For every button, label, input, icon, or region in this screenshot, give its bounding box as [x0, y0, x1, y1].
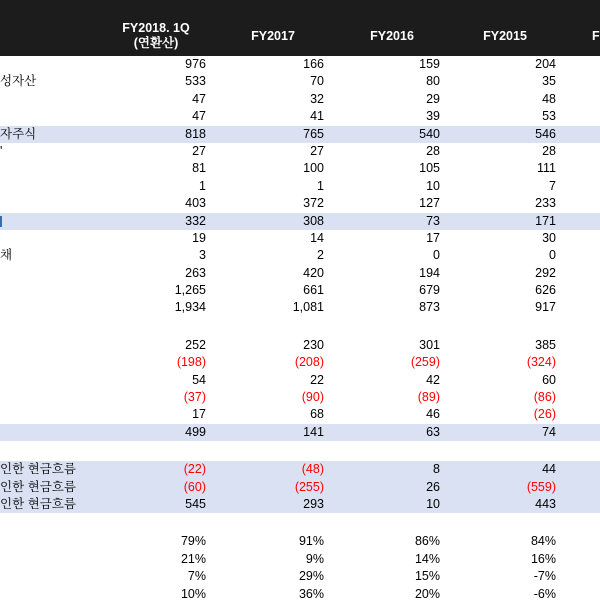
- table-cell[interactable]: 7%: [187, 569, 206, 584]
- table-cell[interactable]: 80: [426, 74, 440, 89]
- table-cell[interactable]: 0: [433, 248, 440, 263]
- table-row: [0, 282, 600, 299]
- table-cell[interactable]: 10%: [180, 586, 206, 601]
- table-cell[interactable]: 171: [535, 213, 556, 228]
- table-row: [0, 441, 600, 461]
- table-cell[interactable]: 39: [426, 109, 440, 124]
- table-cell[interactable]: (208): [294, 355, 324, 370]
- table-cell[interactable]: 3: [199, 248, 206, 263]
- table-cell[interactable]: 79%: [180, 534, 206, 549]
- table-cell[interactable]: 15%: [414, 569, 440, 584]
- table-cell[interactable]: 14: [310, 230, 324, 245]
- table-cell[interactable]: 976: [185, 57, 206, 71]
- table-row: [0, 247, 600, 264]
- table-body: [0, 56, 600, 603]
- table-cell[interactable]: (259): [410, 355, 440, 370]
- table-cell[interactable]: 679: [419, 283, 440, 298]
- row-label[interactable]: 자주식: [0, 126, 37, 141]
- header-col-fy2016[interactable]: FY2016: [370, 29, 414, 43]
- table-cell[interactable]: (324): [526, 355, 556, 370]
- table-cell[interactable]: 301: [419, 337, 440, 352]
- table-cell[interactable]: 141: [303, 424, 324, 439]
- table-cell[interactable]: 68: [310, 407, 324, 422]
- table-cell[interactable]: 533: [185, 74, 206, 89]
- table-cell[interactable]: (48): [301, 462, 324, 477]
- table-row: [0, 496, 600, 513]
- table-cell[interactable]: 105: [419, 161, 440, 176]
- table-cell[interactable]: (255): [294, 479, 324, 494]
- header-col-fy2015[interactable]: FY2015: [483, 29, 527, 43]
- header-col-fy2018-1q[interactable]: [108, 21, 204, 51]
- table-cell[interactable]: 233: [535, 196, 556, 211]
- table-cell[interactable]: 917: [535, 300, 556, 315]
- table-cell[interactable]: 81: [192, 161, 206, 176]
- table-cell[interactable]: 46: [426, 407, 440, 422]
- table-cell[interactable]: 111: [536, 161, 556, 176]
- table-row: [0, 56, 600, 73]
- table-cell[interactable]: 27: [310, 143, 324, 158]
- table-row: [0, 91, 600, 108]
- table-cell[interactable]: 91%: [298, 534, 324, 549]
- table-cell[interactable]: 21%: [180, 551, 206, 566]
- table-row: [0, 389, 600, 406]
- table-cell[interactable]: 47: [192, 91, 206, 106]
- table-cell[interactable]: 41: [310, 109, 324, 124]
- header-col-fy2018-1q-line2: (연환산): [133, 36, 179, 50]
- table-cell[interactable]: 204: [535, 57, 556, 71]
- table-cell[interactable]: 166: [303, 57, 324, 71]
- table-cell[interactable]: -6%: [533, 586, 556, 601]
- table-row: [0, 337, 600, 354]
- table-cell[interactable]: 17: [192, 407, 206, 422]
- table-cell[interactable]: 308: [303, 213, 324, 228]
- table-cell[interactable]: 14%: [414, 551, 440, 566]
- table-cell[interactable]: 28: [542, 143, 556, 158]
- table-cell[interactable]: 1,081: [292, 300, 324, 315]
- table-cell[interactable]: 100: [303, 161, 324, 176]
- table-cell[interactable]: 1,265: [174, 283, 206, 298]
- table-cell[interactable]: 127: [419, 196, 440, 211]
- table-cell[interactable]: 29%: [298, 569, 324, 584]
- table-cell[interactable]: 661: [303, 283, 324, 298]
- table-cell[interactable]: 252: [185, 337, 206, 352]
- table-cell[interactable]: 540: [419, 126, 440, 141]
- table-cell[interactable]: 63: [426, 424, 440, 439]
- table-row: [0, 479, 600, 496]
- table-cell[interactable]: (90): [301, 390, 324, 405]
- table-cell[interactable]: (26): [533, 407, 556, 422]
- table-cell[interactable]: 16%: [530, 551, 556, 566]
- cell-marker: [0, 216, 2, 227]
- header-col-fy2017[interactable]: FY2017: [251, 29, 295, 43]
- table-cell[interactable]: 28: [426, 143, 440, 158]
- table-row: [0, 230, 600, 247]
- table-row: [0, 178, 600, 195]
- table-cell[interactable]: 1: [317, 178, 324, 193]
- table-cell[interactable]: 30: [542, 230, 556, 245]
- table-row: [0, 126, 600, 143]
- row-label[interactable]: ': [0, 143, 3, 158]
- table-cell[interactable]: (559): [526, 479, 556, 494]
- row-label[interactable]: 인한 현금흐름: [0, 496, 76, 511]
- table-cell[interactable]: 499: [185, 424, 206, 439]
- table-cell[interactable]: 26: [426, 479, 440, 494]
- table-cell[interactable]: 765: [303, 126, 324, 141]
- table-cell[interactable]: 60: [542, 372, 556, 387]
- table-cell[interactable]: (60): [183, 479, 206, 494]
- table-cell[interactable]: 22: [310, 372, 324, 387]
- table-cell[interactable]: 626: [535, 283, 556, 298]
- table-cell[interactable]: 86%: [414, 534, 440, 549]
- table-cell[interactable]: (198): [176, 355, 206, 370]
- table-row: [0, 406, 600, 423]
- table-cell[interactable]: 292: [535, 265, 556, 280]
- row-label[interactable]: 인한 현금흐름: [0, 462, 76, 477]
- table-cell[interactable]: -7%: [533, 569, 556, 584]
- table-cell[interactable]: (86): [533, 390, 556, 405]
- header-row: [0, 0, 600, 56]
- table-cell[interactable]: 44: [542, 462, 556, 477]
- table-row: [0, 354, 600, 371]
- table-cell[interactable]: 545: [185, 496, 206, 511]
- table-cell[interactable]: 74: [542, 424, 556, 439]
- table-cell[interactable]: 70: [310, 74, 324, 89]
- table-row: [0, 160, 600, 177]
- table-cell[interactable]: 7: [549, 178, 556, 193]
- table-cell[interactable]: 27: [192, 143, 206, 158]
- table-cell[interactable]: 159: [419, 57, 440, 71]
- table-row: [0, 424, 600, 441]
- table-cell[interactable]: 10: [426, 178, 440, 193]
- table-cell[interactable]: 403: [185, 196, 206, 211]
- table-cell[interactable]: 36%: [298, 586, 324, 601]
- table-cell[interactable]: 53: [542, 109, 556, 124]
- table-cell[interactable]: 230: [303, 337, 324, 352]
- table-cell[interactable]: 8: [433, 462, 440, 477]
- table-cell[interactable]: 32: [310, 91, 324, 106]
- table-cell[interactable]: 873: [419, 300, 440, 315]
- table-cell[interactable]: 818: [185, 126, 206, 141]
- table-cell[interactable]: 35: [542, 74, 556, 89]
- table-row: [0, 265, 600, 282]
- table-cell[interactable]: 17: [426, 230, 440, 245]
- table-cell[interactable]: 1: [199, 178, 206, 193]
- table-cell[interactable]: 263: [185, 265, 206, 280]
- row-label[interactable]: 채: [0, 248, 13, 263]
- table-row: [0, 299, 600, 316]
- table-cell[interactable]: 48: [542, 91, 556, 106]
- table-row: [0, 533, 600, 550]
- row-label[interactable]: 인한 현금흐름: [0, 479, 76, 494]
- header-col-partial[interactable]: F: [592, 29, 600, 43]
- table-cell[interactable]: 332: [185, 213, 206, 228]
- table-cell[interactable]: 73: [426, 213, 440, 228]
- table-cell[interactable]: 0: [549, 248, 556, 263]
- table-cell[interactable]: 1,934: [174, 300, 206, 315]
- table-cell[interactable]: (89): [417, 390, 440, 405]
- table-cell[interactable]: 385: [535, 337, 556, 352]
- table-row: [0, 551, 600, 568]
- table-cell[interactable]: 9%: [305, 551, 324, 566]
- table-cell[interactable]: 20%: [414, 586, 440, 601]
- table-cell[interactable]: (22): [183, 462, 206, 477]
- table-row: [0, 568, 600, 585]
- table-row: [0, 195, 600, 212]
- table-cell[interactable]: 420: [303, 265, 324, 280]
- table-row: [0, 586, 600, 603]
- table-cell[interactable]: 47: [192, 109, 206, 124]
- table-row: [0, 143, 600, 160]
- table-cell[interactable]: 546: [535, 126, 556, 141]
- table-cell[interactable]: 19: [192, 230, 206, 245]
- header-col-fy2018-1q-line1: FY2018. 1Q: [122, 21, 190, 35]
- table-cell[interactable]: (37): [183, 390, 206, 405]
- table-cell[interactable]: 443: [535, 496, 556, 511]
- table-cell[interactable]: 2: [317, 248, 324, 263]
- table-row: [0, 317, 600, 337]
- table-cell[interactable]: 54: [192, 372, 206, 387]
- table-cell[interactable]: 29: [426, 91, 440, 106]
- table-cell[interactable]: 10: [426, 496, 440, 511]
- table-row: [0, 372, 600, 389]
- table-cell[interactable]: 84%: [530, 534, 556, 549]
- table-row: [0, 108, 600, 125]
- table-row: [0, 461, 600, 478]
- table-row: [0, 73, 600, 90]
- table-cell[interactable]: 42: [426, 372, 440, 387]
- table-row: [0, 213, 600, 230]
- table-cell[interactable]: 372: [303, 196, 324, 211]
- table-cell[interactable]: 194: [419, 265, 440, 280]
- row-label[interactable]: 성자산: [0, 74, 37, 89]
- table-row: [0, 513, 600, 533]
- table-cell[interactable]: 293: [303, 496, 324, 511]
